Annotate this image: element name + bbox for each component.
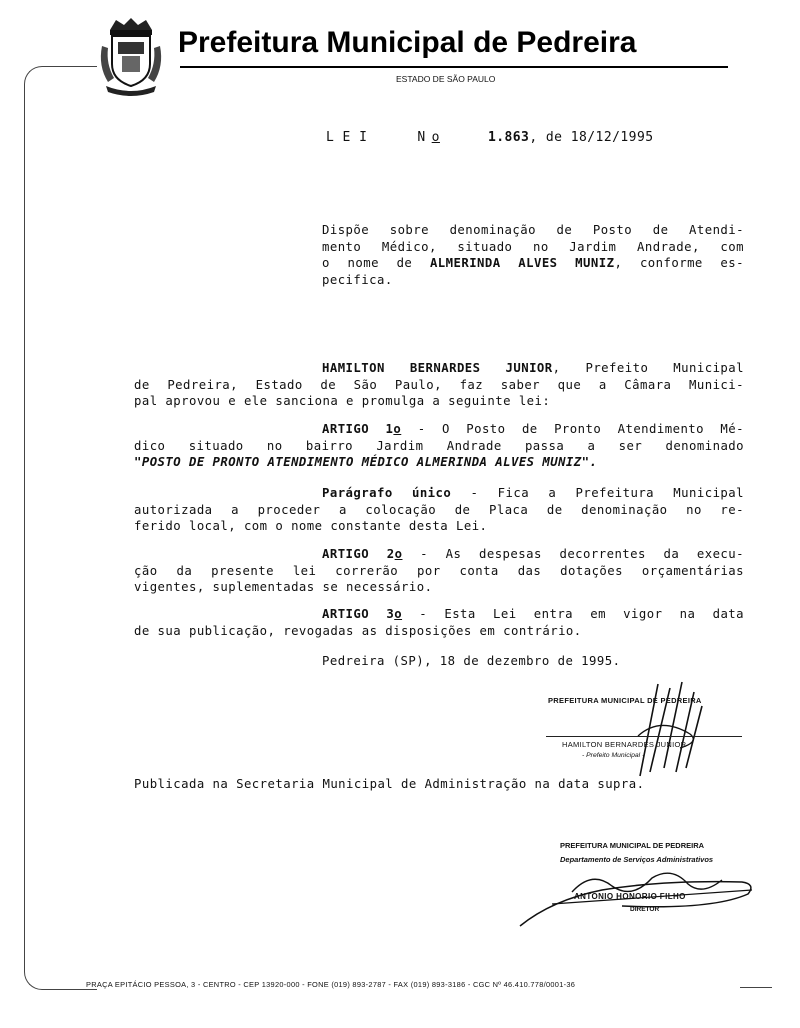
article-line: vigentes, suplementadas se necessário. — [134, 580, 433, 594]
mayor-signature-rule — [546, 736, 742, 737]
footer-address: PRAÇA EPITÁCIO PESSOA, 3 - CENTRO - CEP 13920-000 - FONE (019) 893-2787 - FAX (019) 893-3186 - CGC Nº 46.410.778/0001-36 — [86, 980, 576, 989]
summary-line: Dispõe sobre denominação de Posto de Atendi- — [322, 223, 744, 237]
mayor-signature-name: HAMILTON BERNARDES JUNIOR — [562, 740, 687, 749]
law-number-ordinal: o — [431, 130, 440, 145]
mayor-signature-icon — [620, 676, 710, 786]
paragraph-line: Parágrafo único - Fica a Prefeitura Municipal — [322, 486, 744, 500]
mayor-signature-role: - Prefeito Municipal - — [582, 752, 645, 759]
article-label: ARTIGO 2 — [322, 547, 395, 561]
director-signature-name: ANTONIO HONORIO FILHO — [574, 892, 686, 901]
page-border-bottom-right — [740, 987, 772, 988]
article-1 — [134, 421, 744, 471]
article-line: ARTIGO 2o - As despesas decorrentes da execu- — [322, 547, 744, 561]
mayor-stamp: PREFEITURA MUNICIPAL DE PEDREIRA — [548, 696, 702, 705]
preamble-line: HAMILTON BERNARDES JUNIOR, Prefeito Municipal — [322, 361, 744, 375]
law-summary — [322, 222, 744, 288]
article-line: ção da presente lei correrão por conta das dotações orçamentárias — [134, 563, 744, 578]
article-line: ARTIGO 3o - Esta Lei entra em vigor na data — [322, 607, 745, 621]
article-line: ARTIGO 1o - O Posto de Pronto Atendimento Mé- — [322, 422, 744, 436]
paragraph-line: autorizada a proceder a colocação de Placa de denominação no re- — [134, 502, 744, 517]
law-label: L E I — [326, 130, 368, 145]
article-3 — [134, 606, 744, 639]
law-number: 1.863 — [487, 130, 530, 145]
article-line: "POSTO DE PRONTO ATENDIMENTO MÉDICO ALMERINDA ALVES MUNIZ". — [134, 455, 598, 469]
article-2 — [134, 546, 744, 596]
municipal-coat-of-arms-icon — [96, 16, 166, 100]
header-state: ESTADO DE SÃO PAULO — [396, 74, 496, 84]
paragraph-unique — [134, 485, 744, 535]
mayor-name: HAMILTON BERNARDES JUNIOR — [322, 361, 553, 375]
header-title: Prefeitura Municipal de Pedreira — [178, 26, 637, 59]
date-line: Pedreira (SP), 18 de dezembro de 1995. — [322, 654, 621, 668]
director-department: Departamento de Serviços Administrativos — [560, 855, 714, 864]
article-label: ARTIGO 3 — [322, 607, 395, 621]
header-rule — [180, 66, 728, 68]
article-label: ARTIGO 1 — [322, 422, 394, 436]
summary-line: o nome de ALMERINDA ALVES MUNIZ, conforme es- — [322, 256, 744, 270]
summary-line: pecifica. — [322, 272, 393, 287]
director-signature-role: DIRETOR — [630, 906, 660, 913]
honoree-name: ALMERINDA ALVES MUNIZ — [429, 256, 615, 270]
law-title — [326, 130, 654, 147]
preamble-line: pal aprovou e ele sanciona e promulga a seguinte lei: — [134, 394, 551, 408]
paragraph-line: ferido local, com o nome constante desta Lei. — [134, 519, 488, 533]
preamble-line: de Pedreira, Estado de São Paulo, faz saber que a Câmara Munici- — [134, 377, 744, 392]
preamble — [134, 360, 744, 410]
summary-line: mento Médico, situado no Jardim Andrade, com — [322, 239, 744, 254]
paragraph-label: Parágrafo único — [322, 486, 452, 500]
article-line: dico situado no bairro Jardim Andrade passa a ser denominado — [134, 438, 744, 453]
law-number-abbr: N — [417, 130, 426, 145]
page-border — [24, 66, 97, 990]
law-date: , de 18/12/1995 — [529, 130, 654, 145]
publication-note: Publicada na Secretaria Municipal de Administração na data supra. — [134, 777, 645, 791]
article-line: de sua publicação, revogadas as disposições em contrário. — [134, 623, 582, 638]
director-stamp: PREFEITURA MUNICIPAL DE PEDREIRA — [560, 841, 705, 850]
